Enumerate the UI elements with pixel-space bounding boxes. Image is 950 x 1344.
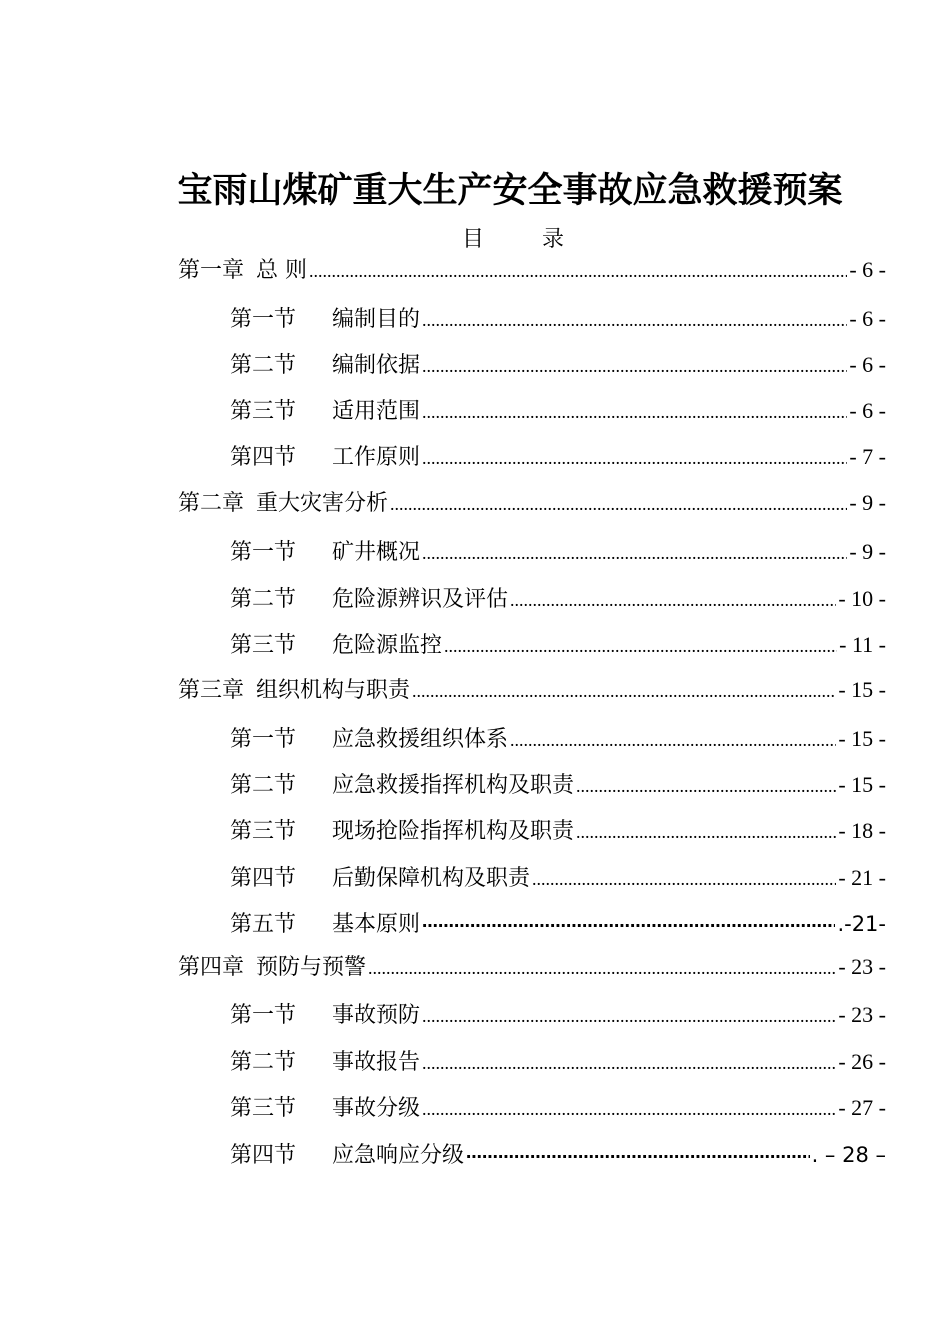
toc-entry-title: 现场抢险指挥机构及职责	[332, 819, 575, 844]
toc-page-number: - 6 -	[849, 398, 886, 423]
toc-entry-number: 第一节	[230, 540, 297, 565]
toc-dot-leader	[368, 958, 836, 979]
toc-entry-title: 应急救援指挥机构及职责	[332, 773, 575, 798]
toc-entry-label	[230, 628, 442, 659]
toc-page-number: - 10 -	[838, 586, 886, 611]
toc-entry-number: 第四节	[230, 1143, 297, 1168]
toc-dot-leader	[532, 869, 836, 890]
toc-dot-leader	[422, 356, 847, 377]
toc-section-entry[interactable]	[230, 907, 886, 941]
toc-entry-title: 适用范围	[332, 399, 421, 424]
toc-chapter-entry[interactable]	[178, 673, 886, 707]
toc-entry-title: 后勤保障机构及职责	[332, 866, 531, 891]
toc-page-number: - 11 -	[839, 632, 886, 657]
toc-dot-leader	[422, 1099, 836, 1120]
toc-dot-leader	[309, 261, 847, 282]
toc-page-number: - 9 -	[849, 539, 886, 564]
toc-dot-leader	[422, 1006, 836, 1027]
toc-chapter-entry[interactable]	[178, 253, 886, 287]
toc-page-number: - 6 -	[849, 306, 886, 331]
toc-entry-label	[178, 253, 307, 284]
toc-entry-title: 事故预防	[332, 1003, 421, 1028]
toc-entry-label	[230, 348, 420, 379]
toc-page-number: . – 28 –	[811, 1143, 886, 1167]
toc-entry-title: 应急救援组织体系	[332, 727, 509, 752]
toc-entry-label	[230, 1091, 420, 1122]
toc-entry-label	[178, 486, 388, 517]
toc-entry-number: 第二章	[178, 491, 245, 516]
toc-entry-number: 第三节	[230, 1096, 297, 1121]
toc-page-number: - 15 -	[838, 677, 886, 702]
toc-entry-number: 第二节	[230, 587, 297, 612]
toc-entry-number: 第三节	[230, 399, 297, 424]
toc-chapter-entry[interactable]	[178, 950, 886, 984]
toc-entry-label	[230, 535, 420, 566]
toc-dot-leader	[576, 776, 836, 797]
toc-dot-leader	[576, 822, 836, 843]
toc-section-entry[interactable]	[230, 1045, 886, 1079]
toc-entry-title: 总 则	[256, 258, 308, 283]
toc-entry-number: 第一节	[230, 727, 297, 752]
toc-entry-label	[178, 673, 410, 704]
toc-entry-number: 第四章	[178, 955, 245, 980]
toc-entry-number: 第一节	[230, 307, 297, 332]
toc-entry-label	[230, 814, 574, 845]
toc-entry-title: 重大灾害分析	[256, 491, 389, 516]
toc-entry-title: 编制依据	[332, 353, 421, 378]
toc-entry-number: 第二节	[230, 773, 297, 798]
toc-dot-leader	[422, 543, 847, 564]
toc-page-number: - 15 -	[838, 726, 886, 751]
toc-heading-char-2: 录	[542, 227, 565, 252]
toc-dot-leader	[412, 681, 836, 702]
toc-entry-label	[178, 950, 366, 981]
toc-entry-number: 第三章	[178, 678, 245, 703]
toc-entry-label	[230, 302, 420, 333]
toc-entry-number: 第二节	[230, 1050, 297, 1075]
toc-entry-number: 第四节	[230, 445, 297, 470]
toc-page-number: - 23 -	[838, 954, 886, 979]
toc-dot-leader	[390, 494, 847, 515]
toc-page-number: - 6 -	[849, 257, 886, 282]
toc-section-entry[interactable]	[230, 814, 886, 848]
toc-page-number: - 6 -	[849, 352, 886, 377]
toc-entry-label	[230, 861, 530, 892]
toc-page-number: - 18 -	[838, 818, 886, 843]
toc-section-entry[interactable]	[230, 535, 886, 569]
toc-heading-char-1: 目	[462, 227, 485, 252]
toc-heading	[462, 222, 564, 253]
toc-entry-number: 第三节	[230, 819, 297, 844]
toc-dot-leader	[422, 1053, 836, 1074]
toc-dot-leader	[510, 590, 836, 611]
toc-section-entry[interactable]	[230, 628, 886, 662]
toc-entry-title: 预防与预警	[256, 955, 367, 980]
toc-dot-leader	[466, 1146, 810, 1167]
toc-dot-leader	[422, 402, 847, 423]
toc-page-number: - 9 -	[849, 490, 886, 515]
toc-entry-label	[230, 582, 508, 613]
toc-section-entry[interactable]	[230, 1091, 886, 1125]
toc-entry-title: 组织机构与职责	[256, 678, 411, 703]
toc-entry-title: 事故报告	[332, 1050, 421, 1075]
toc-section-entry[interactable]	[230, 861, 886, 895]
toc-page-number: .-21-	[837, 912, 886, 936]
toc-entry-title: 危险源辨识及评估	[332, 587, 509, 612]
toc-dot-leader	[422, 915, 835, 936]
toc-entry-number: 第四节	[230, 866, 297, 891]
toc-entry-label	[230, 1045, 420, 1076]
toc-entry-number: 第二节	[230, 353, 297, 378]
toc-section-entry[interactable]	[230, 582, 886, 616]
toc-entry-label	[230, 768, 574, 799]
toc-page-number: - 21 -	[838, 865, 886, 890]
document-title: 宝雨山煤矿重大生产安全事故应急救援预案	[177, 170, 843, 211]
toc-page-number: - 23 -	[838, 1002, 886, 1027]
toc-section-entry[interactable]	[230, 722, 886, 756]
toc-section-entry[interactable]	[230, 394, 886, 428]
toc-entry-label	[230, 394, 420, 425]
toc-entry-number: 第一章	[178, 258, 245, 283]
toc-entry-label	[230, 907, 420, 938]
toc-page-number: - 26 -	[838, 1049, 886, 1074]
toc-page-number: - 15 -	[838, 772, 886, 797]
toc-dot-leader	[510, 730, 836, 751]
toc-entry-title: 矿井概况	[332, 540, 421, 565]
toc-entry-title: 编制目的	[332, 307, 421, 332]
toc-entry-title: 危险源监控	[332, 633, 443, 658]
toc-entry-label	[230, 722, 508, 753]
toc-section-entry[interactable]	[230, 348, 886, 382]
toc-entry-title: 工作原则	[332, 445, 421, 470]
toc-entry-label	[230, 440, 420, 471]
toc-entry-label	[230, 1138, 464, 1169]
toc-entry-title: 应急响应分级	[332, 1143, 465, 1168]
toc-page-number: - 7 -	[849, 444, 886, 469]
toc-entry-number: 第五节	[230, 912, 297, 937]
toc-entry-title: 基本原则	[332, 912, 421, 937]
toc-entry-label	[230, 998, 420, 1029]
toc-dot-leader	[422, 448, 847, 469]
toc-dot-leader	[422, 310, 847, 331]
toc-section-entry[interactable]	[230, 998, 886, 1032]
toc-section-entry[interactable]	[230, 440, 886, 474]
toc-entry-title: 事故分级	[332, 1096, 421, 1121]
toc-section-entry[interactable]	[230, 1138, 886, 1172]
toc-entry-number: 第三节	[230, 633, 297, 658]
toc-entry-number: 第一节	[230, 1003, 297, 1028]
toc-section-entry[interactable]	[230, 302, 886, 336]
toc-chapter-entry[interactable]	[178, 486, 886, 520]
toc-page-number: - 27 -	[838, 1095, 886, 1120]
toc-dot-leader	[444, 636, 837, 657]
toc-section-entry[interactable]	[230, 768, 886, 802]
